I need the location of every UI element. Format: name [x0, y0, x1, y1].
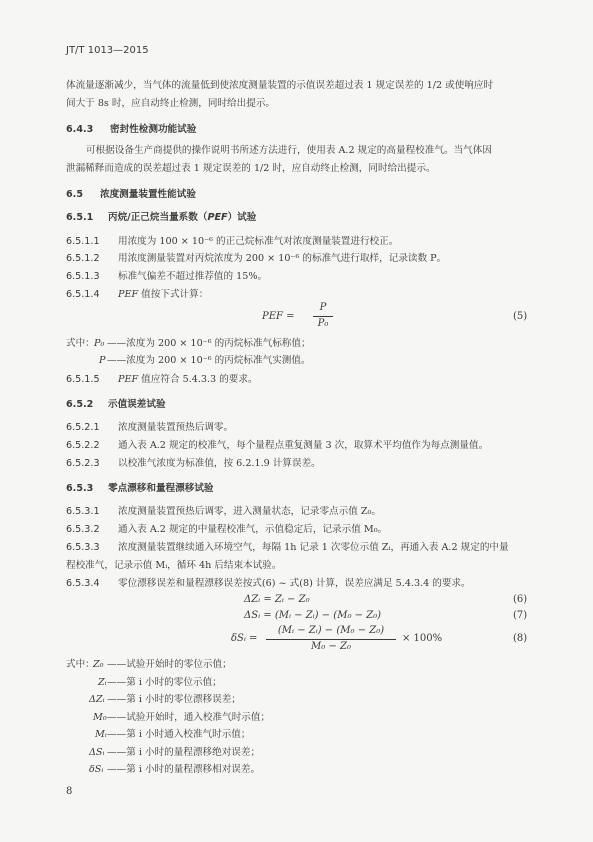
- symbol: Zᵢ: [98, 677, 107, 688]
- symbol-definition: ——第 i 小时的量程漂移相对误差。: [107, 764, 261, 775]
- section-title: 示值误差试验: [108, 399, 166, 410]
- symbol-definition: ——第 i 小时的零位漂移误差；: [107, 694, 241, 705]
- section-number: 6.5.3: [66, 483, 94, 494]
- item-number: 6.5.1.1: [66, 236, 100, 247]
- symbol-definition: ——浓度为 200 × 10⁻⁶ 的丙烷标准气标称值；: [107, 338, 311, 349]
- symbol-definition: ——试验开始时的零位示值；: [107, 659, 232, 670]
- item-number: 6.5.3.1: [66, 506, 100, 517]
- formula-8-tail: × 100%: [402, 633, 443, 644]
- item-number: 6.5.2.2: [66, 440, 100, 451]
- item-text: 浓度测量装置预热后调零。: [118, 422, 234, 433]
- equation-number: (5): [513, 311, 528, 322]
- item-number: 6.5.3.4: [66, 578, 100, 589]
- item-number: 6.5.3.2: [66, 524, 100, 535]
- formula-8-lhs: δSᵢ =: [231, 633, 258, 644]
- item-number: 6.5.2.1: [66, 422, 100, 433]
- equation-number: (8): [513, 633, 528, 644]
- item-text: 通入表 A.2 规定的校准气，每个量程点重复测量 3 次，取算术平均值作为每点测量值。: [118, 440, 489, 451]
- symbol: M₀: [93, 712, 107, 723]
- paragraph-line: 间大于 8s 时，应自动终止检测，同时给出提示。: [66, 98, 276, 109]
- symbol-definition: ——浓度为 200 × 10⁻⁶ 的丙烷标准气实测值。: [107, 355, 311, 366]
- symbol: Z₀: [93, 659, 104, 670]
- paragraph-line: 体流量逐渐减少，当气体的流量低到使浓度测量装置的示值误差超过表 1 规定误差的 1/2 或使响应时: [66, 80, 494, 91]
- symbol-definition: ——第 i 小时的零位示值；: [107, 677, 222, 688]
- formula-6: ΔZᵢ = Zᵢ − Z₀: [244, 594, 310, 605]
- equation-number: (7): [513, 610, 528, 621]
- item-text: 浓度测量装置继续通入环境空气，每隔 1h 记录 1 次零位示值 Zᵢ，再通入表 A.2 规定的中量: [118, 542, 509, 553]
- formula-numerator: P: [319, 302, 327, 313]
- section-title: 浓度测量装置性能试验: [100, 189, 196, 200]
- section-number: 6.5.1: [66, 212, 94, 223]
- fraction-bar: [313, 316, 333, 317]
- symbol-definition: ——第 i 小时的量程漂移绝对误差；: [107, 747, 261, 758]
- item-text: 程校准气，记录示值 Mᵢ，循环 4h 后结束本试验。: [66, 560, 282, 571]
- item-text: 通入表 A.2 规定的中量程校准气，示值稳定后，记录示值 M₀。: [118, 524, 388, 535]
- section-number: 6.5.2: [66, 399, 94, 410]
- paragraph-line: 泄漏稀释而造成的误差超过表 1 规定误差的 1/2 时，应自动终止检测，同时给出提示。: [66, 163, 436, 174]
- item-number: 6.5.1.2: [66, 253, 100, 264]
- symbol: ΔZᵢ: [89, 694, 105, 705]
- equation-number: (6): [513, 594, 528, 605]
- section-number: 6.4.3: [66, 124, 94, 135]
- section-title: 丙烷/正己烷当量系数（PEF）试验: [108, 212, 257, 223]
- item-text: 用浓度为 100 × 10⁻⁶ 的正己烷标准气对浓度测量装置进行校正。: [118, 236, 399, 247]
- item-text: 标准气偏差不超过推荐值的 15%。: [118, 271, 268, 282]
- symbol: ΔSᵢ: [89, 747, 105, 758]
- formula-lhs: PEF =: [262, 311, 295, 322]
- item-text: 浓度测量装置预热后调零，进入测量状态，记录零点示值 Z₀。: [118, 506, 381, 517]
- symbol-definition: ——第 i 小时通入校准气时示值；: [107, 729, 251, 740]
- page-number: 8: [66, 786, 73, 797]
- section-title: 零点漂移和量程漂移试验: [108, 483, 214, 494]
- fraction-bar: [266, 639, 396, 640]
- symbol: P₀: [94, 338, 105, 349]
- standard-code: JT/T 1013—2015: [66, 45, 149, 56]
- symbol: δSᵢ: [89, 764, 104, 775]
- item-number: 6.5.2.3: [66, 458, 100, 469]
- item-text: 以校准气浓度为标准值，按 6.2.1.9 计算误差。: [118, 458, 321, 469]
- item-text: PEF 值按下式计算：: [118, 289, 209, 300]
- formula-numerator: (Mᵢ − Zᵢ) − (M₀ − Z₀): [277, 625, 385, 636]
- section-number: 6.5: [66, 189, 83, 200]
- item-number: 6.5.1.4: [66, 289, 100, 300]
- symbol: Mᵢ: [95, 729, 107, 740]
- section-title: 密封性检测功能试验: [110, 124, 197, 135]
- formula-denominator: M₀ − Z₀: [311, 641, 351, 652]
- where-prefix: 式中：: [66, 338, 95, 349]
- formula-denominator: P₀: [317, 318, 329, 329]
- paragraph-line: 可根据设备生产商提供的操作说明书所述方法进行，使用表 A.2 规定的高量程校准气。当气体因: [86, 145, 492, 156]
- symbol: P: [99, 355, 106, 366]
- symbol-definition: ——试验开始时，通入校准气时示值；: [107, 712, 271, 723]
- item-text: 用浓度测量装置对丙烷浓度为 200 × 10⁻⁶ 的标准气进行取样，记录读数 P。: [118, 253, 447, 264]
- item-number: 6.5.3.3: [66, 542, 100, 553]
- formula-7: ΔSᵢ = (Mᵢ − Zᵢ) − (M₀ − Z₀): [244, 610, 382, 621]
- where-prefix: 式中：: [66, 659, 95, 670]
- item-text: PEF 值应符合 5.4.3.3 的要求。: [118, 374, 258, 385]
- item-number: 6.5.1.5: [66, 374, 100, 385]
- item-number: 6.5.1.3: [66, 271, 100, 282]
- item-text: 零位漂移误差和量程漂移误差按式(6) ~ 式(8) 计算，误差应满足 5.4.3.4 的要求。: [118, 578, 471, 589]
